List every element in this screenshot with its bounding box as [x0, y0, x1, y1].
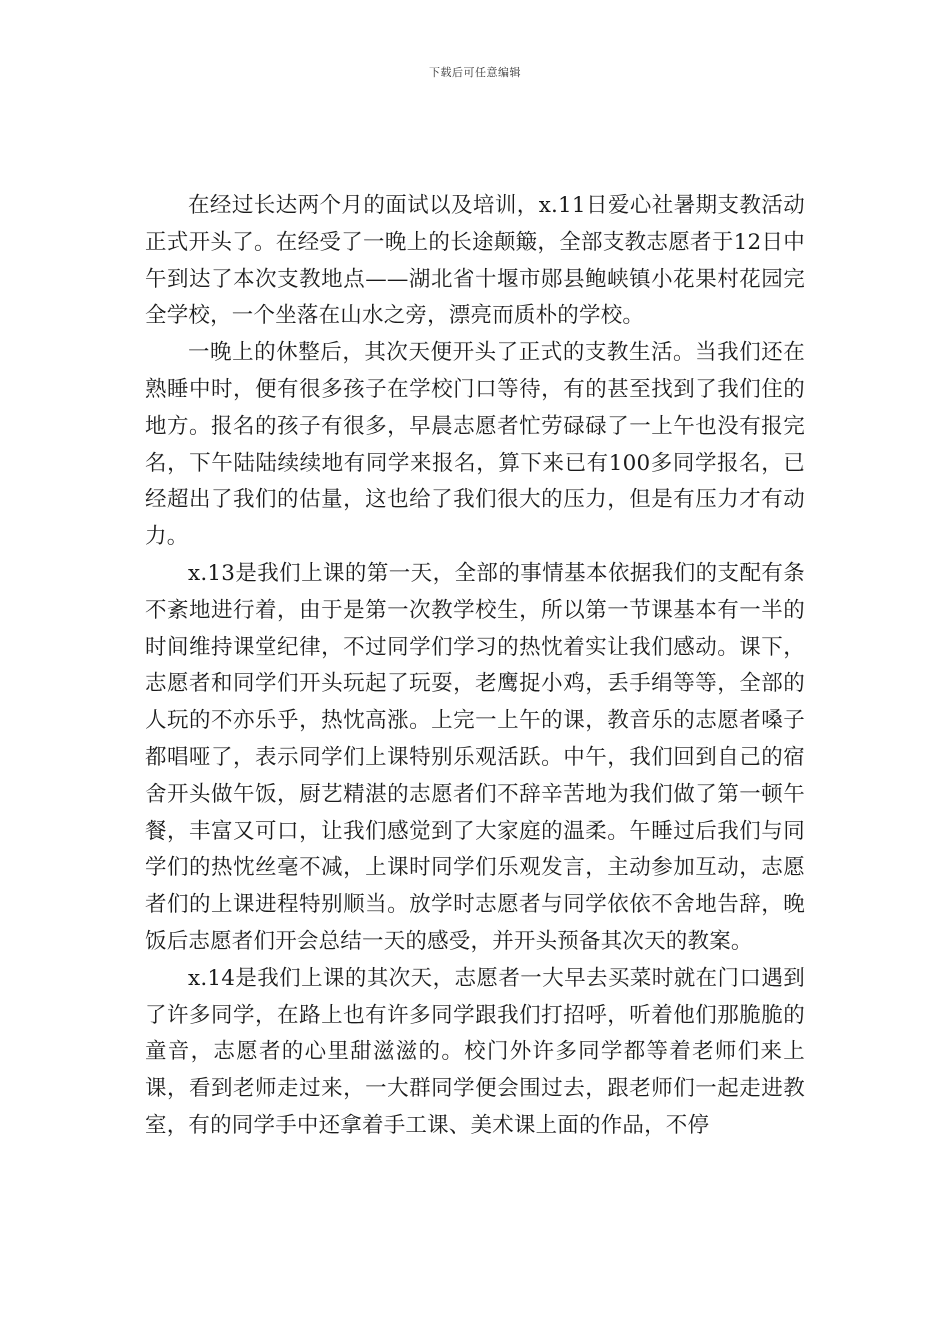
paragraph-1: 在经过长达两个月的面试以及培训，x.11日爱心社暑期支教活动正式开头了。在经受了一晚上的长途颠簸，全部支教志愿者于12日中午到达了本次支教地点——湖北省十堰市郧县鲍峡镇小花果村花园完全学校，一个坐落在山水之旁，漂亮而质朴的学校。	[145, 193, 805, 329]
paragraph-3: x.13是我们上课的第一天，全部的事情基本依据我们的支配有条不紊地进行着，由于是第一次教学校生，所以第一节课基本有一半的时间维持课堂纪律，不过同学们学习的热忱着实让我们感动。课下，志愿者和同学们开头玩起了玩耍，老鹰捉小鸡，丢手绢等等，全部的人玩的不亦乐乎，热忱高涨。上完一上午的课，教音乐的志愿者嗓子都唱哑了，表示同学们上课特别乐观活跃。中午，我们回到自己的宿舍开头做午饭，厨艺精湛的志愿者们不辞辛苦地为我们做了第一顿午餐，丰富又可口，让我们感觉到了大家庭的温柔。午睡过后我们与同学们的热忱丝毫不减，上课时同学们乐观发言，主动参加互动，志愿者们的上课进程特别顺当。放学时志愿者与同学依依不舍地告辞，晚饭后志愿者们开会总结一天的感受，并开头预备其次天的教案。	[145, 560, 805, 954]
document-body	[145, 188, 805, 1145]
page-header: 下载后可任意编辑	[429, 66, 521, 79]
paragraph-4: x.14是我们上课的其次天，志愿者一大早去买菜时就在门口遇到了许多同学，在路上也有许多同学跟我们打招呼，听着他们那脆脆的童音，志愿者的心里甜滋滋的。校门外许多同学都等着老师们来上课，看到老师走过来，一大群同学便会围过去，跟老师们一起走进教室，有的同学手中还拿着手工课、美术课上面的作品，不停	[145, 965, 805, 1138]
paragraph-2: 一晚上的休整后，其次天便开头了正式的支教生活。当我们还在熟睡中时，便有很多孩子在学校门口等待，有的甚至找到了我们住的地方。报名的孩子有很多，早晨志愿者忙劳碌碌了一上午也没有报完名，下午陆陆续续地有同学来报名，算下来已有100多同学报名，已经超出了我们的估量，这也给了我们很大的压力，但是有压力才有动力。	[145, 340, 805, 550]
